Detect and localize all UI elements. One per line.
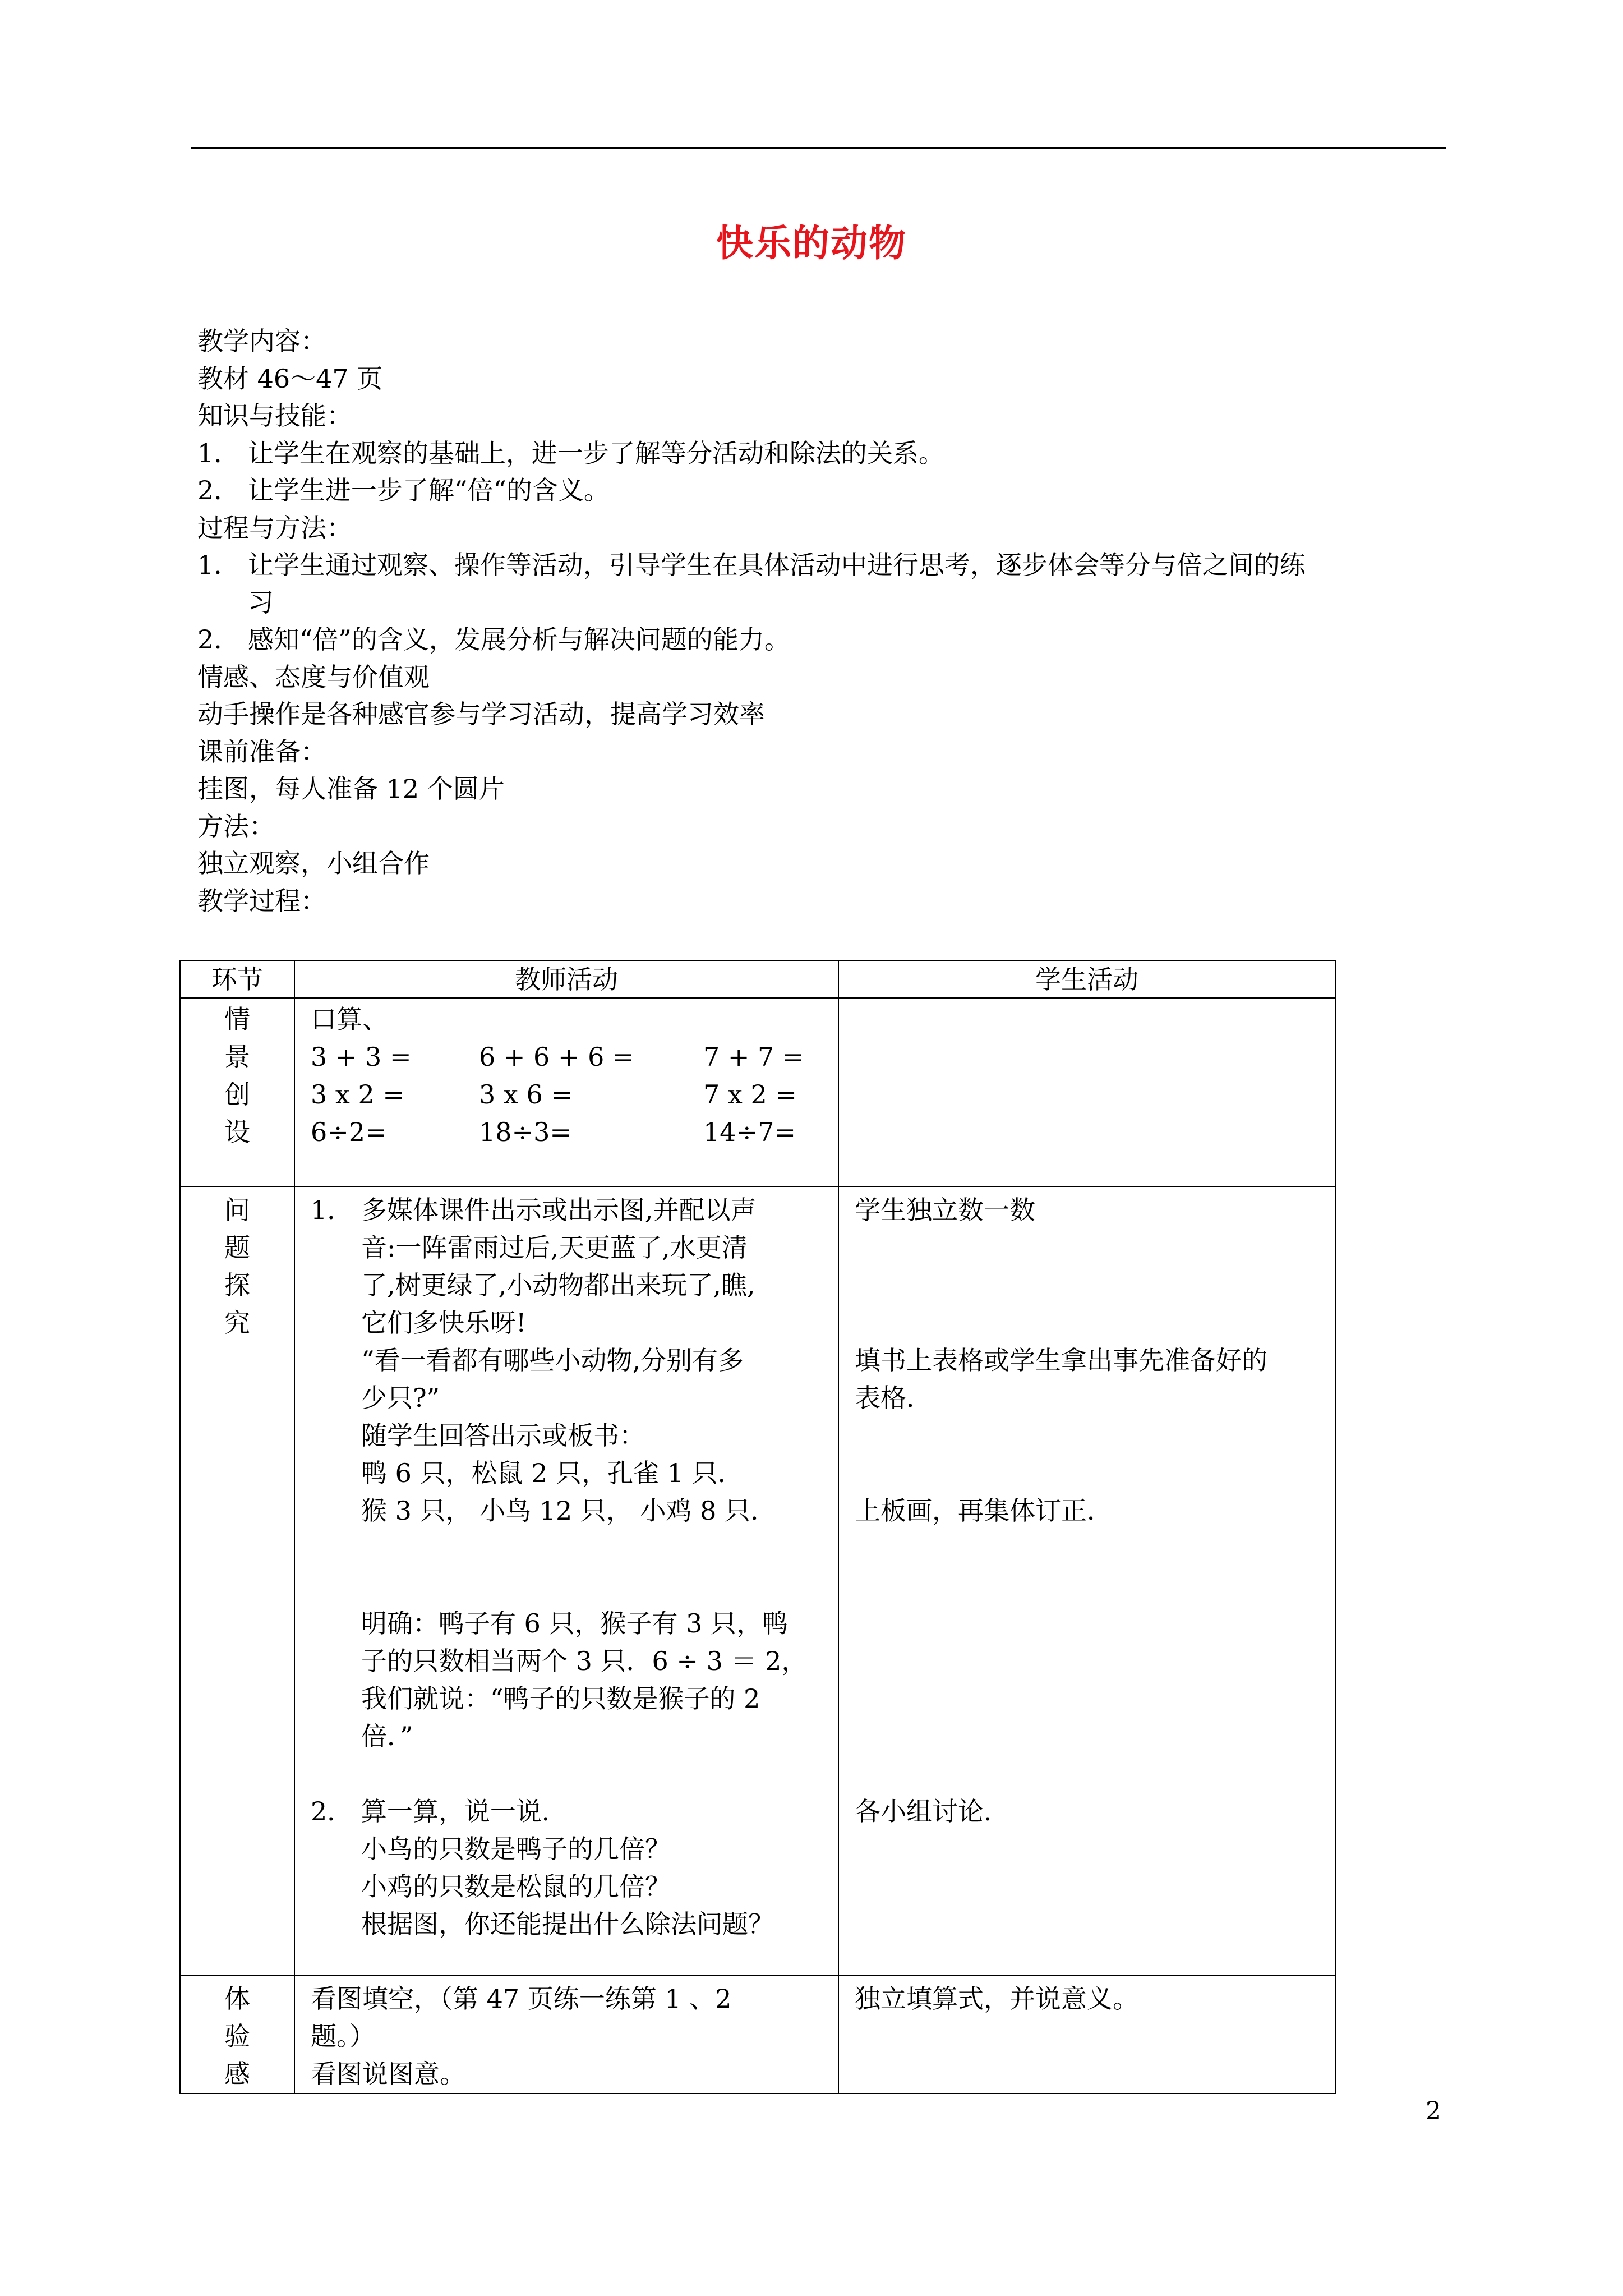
text-line: 学生独立数一数 [855, 1195, 1035, 1225]
intro-line: 习 [248, 587, 274, 618]
text-line: 上板画，再集体订正． [855, 1496, 1113, 1526]
teacher-cell [294, 998, 838, 1186]
intro-line: 2． 感知“倍”的含义，发展分析与解决问题的能力。 [197, 624, 790, 655]
teacher-cell [294, 1975, 838, 2093]
text-line: 表格． [855, 1383, 932, 1413]
blank-line [855, 1605, 1335, 1642]
header-student: 学生活动 [838, 961, 1335, 998]
text-line: 明确：鸭子有 6 只，猴子有 3 只，鸭 [361, 1608, 789, 1639]
calc-item: 3 x 2 = [311, 1079, 404, 1110]
blank-line [311, 1530, 838, 1567]
intro-line: 方法： [197, 811, 275, 841]
calc-row [311, 1114, 838, 1151]
calc-row [311, 1076, 838, 1114]
intro-line: 教材 46～47 页 [197, 363, 383, 394]
intro-line: 1． 让学生通过观察、操作等活动，引导学生在具体活动中进行思考，逐步体会等分与倍之间的练 [197, 550, 1306, 580]
intro-line: 1． 让学生在观察的基础上，进一步了解等分活动和除法的关系。 [197, 438, 944, 468]
text-line: 了,树更绿了,小动物都出来玩了,瞧, [361, 1270, 755, 1300]
header-teacher: 教师活动 [294, 961, 838, 998]
header-rule [191, 147, 1446, 149]
stage-cell [180, 1186, 294, 1975]
calc-item: 3 + 3 = [311, 1042, 412, 1072]
table-row [180, 998, 1335, 1186]
stage-cell [180, 998, 294, 1186]
intro-line: 独立观察，小组合作 [197, 848, 430, 878]
blank-line [855, 1417, 1335, 1455]
text-line: 鸭 6 只，松鼠 2 只，孔雀 1 只． [361, 1458, 744, 1488]
stage-char: 究 [224, 1308, 250, 1338]
stage-char: 体 [224, 1984, 250, 2014]
text-line: 题。） [311, 2021, 375, 2051]
blank-line [855, 1304, 1335, 1342]
stage-char: 景 [224, 1042, 250, 1072]
text-line: 它们多快乐呀! [361, 1308, 527, 1338]
blank-line [311, 1755, 838, 1793]
lesson-table [179, 960, 1336, 2094]
calc-item: 7 x 2 = [703, 1079, 797, 1110]
blank-line [855, 1718, 1335, 1755]
blank-line [311, 1567, 838, 1605]
student-cell [838, 1186, 1335, 1975]
text-line: 随学生回答出示或板书： [361, 1420, 645, 1451]
text-line: 2． 算一算，说一说． [311, 1796, 568, 1826]
text-line: 看图填空，（第 47 页练一练第 1 、2 [311, 1984, 732, 2014]
blank-line [855, 1267, 1335, 1304]
blank-line [855, 1642, 1335, 1680]
text-line: 填书上表格或学生拿出事先准备好的 [855, 1345, 1267, 1375]
intro-line: 知识与技能： [197, 401, 352, 431]
calc-row [311, 1038, 838, 1076]
calc-item: 3 x 6 = [479, 1079, 573, 1110]
text-line: 子的只数相当两个 3 只．6 ÷ 3 ＝ 2， [361, 1646, 808, 1676]
intro-line: 课前准备： [197, 736, 326, 767]
text-line: 1． 多媒体课件出示或出示图,并配以声 [311, 1195, 757, 1225]
stage-char: 题 [224, 1232, 250, 1263]
blank-line [855, 1680, 1335, 1718]
text-line: 小鸟的只数是鸭子的几倍？ [361, 1834, 671, 1864]
text-line: 音:一阵雷雨过后,天更蓝了,水更清 [361, 1232, 748, 1263]
text-line: 少只?” [361, 1383, 440, 1413]
text-line: 根据图，你还能提出什么除法问题？ [361, 1909, 774, 1939]
calc-item: 6 + 6 + 6 = [479, 1042, 634, 1072]
text-line: 小鸡的只数是松鼠的几倍？ [361, 1871, 671, 1902]
stage-cell [180, 1975, 294, 2093]
blank-line [855, 1755, 1335, 1793]
student-cell [838, 998, 1335, 1186]
blank-line [855, 1455, 1335, 1492]
intro-line: 教学内容： [197, 326, 326, 356]
intro-line: 动手操作是各种感官参与学习活动，提高学习效率 [197, 699, 765, 729]
student-cell [838, 1975, 1335, 2093]
calc-item: 6÷2= [311, 1117, 387, 1147]
teacher-cell [294, 1186, 838, 1975]
calc-item: 18÷3= [479, 1117, 571, 1147]
table-row [180, 1186, 1335, 1975]
stage-char: 设 [224, 1117, 250, 1147]
stage-char: 问 [224, 1195, 250, 1225]
stage-char: 探 [224, 1270, 250, 1300]
intro-line: 情感、态度与价值观 [197, 661, 430, 692]
header-stage: 环节 [180, 961, 294, 998]
text-line: “看一看都有哪些小动物,分别有多 [361, 1345, 744, 1375]
text-line: 独立填算式，并说意义。 [855, 1984, 1138, 2014]
text-line: 我们就说：“鸭子的只数是猴子的 2 [361, 1683, 760, 1714]
blank-line [855, 1229, 1335, 1267]
intro-line: 过程与方法： [197, 512, 352, 543]
calc-item: 14÷7= [703, 1117, 796, 1147]
intro-line: 教学过程： [197, 885, 326, 916]
intro-line: 2． 让学生进一步了解“倍“的含义。 [197, 475, 610, 505]
blank-line [855, 1530, 1335, 1567]
oral-calc-grid [311, 1038, 838, 1151]
table-row [180, 1975, 1335, 2093]
intro-section [197, 323, 1487, 919]
stage-char: 创 [224, 1079, 250, 1110]
stage-char: 情 [224, 1004, 250, 1034]
blank-line [855, 1567, 1335, 1605]
oral-calc-label: 口算、 [311, 1004, 388, 1034]
stage-char: 验 [224, 2021, 250, 2051]
text-line: 看图说图意。 [311, 2059, 465, 2089]
text-line: 猴 3 只， 小鸟 12 只， 小鸡 8 只． [361, 1496, 777, 1526]
table-header-row [180, 961, 1335, 998]
page-number: 2 [1426, 2097, 1441, 2125]
intro-line: 挂图，每人准备 12 个圆片 [197, 774, 505, 804]
text-line: 倍．” [361, 1721, 413, 1751]
page-title: 快乐的动物 [716, 221, 907, 265]
stage-char: 感 [224, 2059, 250, 2089]
text-line: 各小组讨论． [855, 1796, 1009, 1826]
calc-item: 7 + 7 = [703, 1042, 804, 1072]
